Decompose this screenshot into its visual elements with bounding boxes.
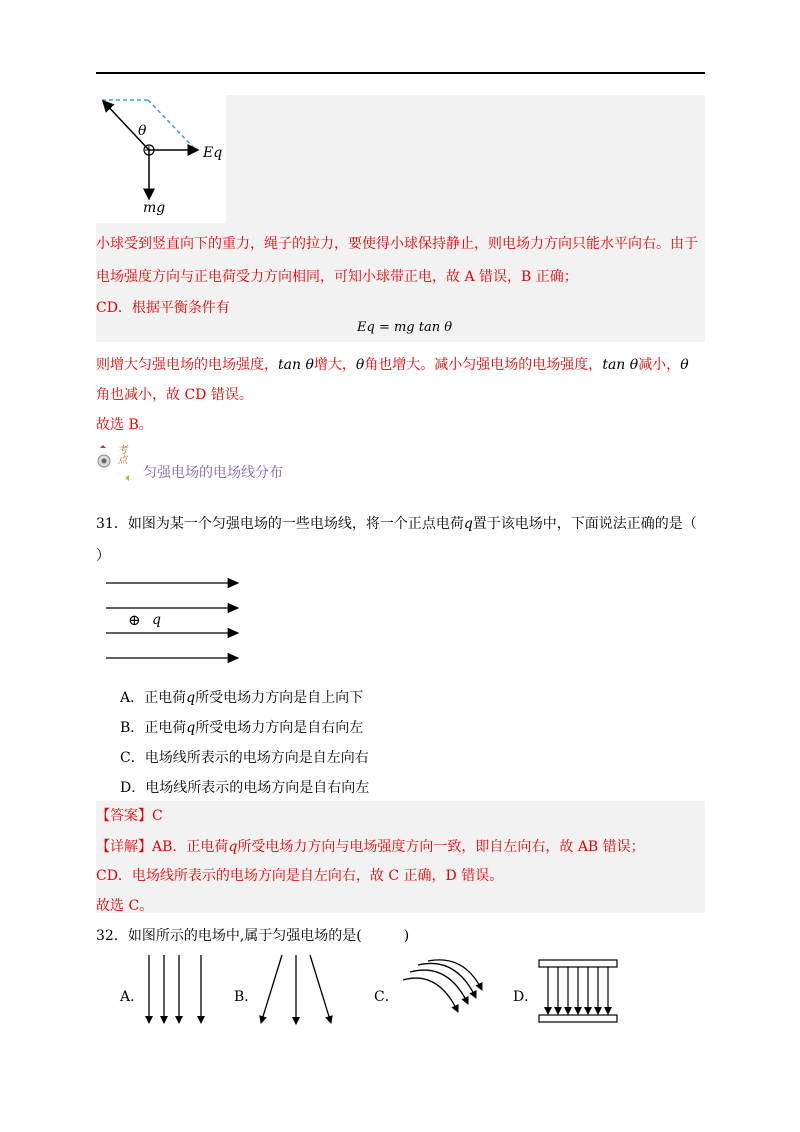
q31-answer: 【答案】C: [96, 808, 163, 824]
theta-2: θ: [680, 357, 689, 373]
solution-line-3: CD．根据平衡条件有: [96, 300, 230, 316]
detail-q: q: [228, 839, 238, 855]
angle-label: θ: [138, 123, 147, 139]
detail-part-a: 【详解】AB．正电荷: [96, 839, 229, 855]
solution-line-1: 小球受到竖直向下的重力，绳子的拉力，要使得小球保持静止，则电场力方向只能水平向右。由于: [96, 236, 698, 252]
field-lines-svg: [104, 574, 244, 666]
q32-label-a: A．: [120, 989, 145, 1005]
knowledge-point-title: 匀强电场的电场线分布: [143, 465, 283, 481]
q32-figure-a: [140, 953, 210, 1028]
q31-stem-b: 置于该电场中，下面说法正确的是（: [472, 516, 697, 532]
option-c-text: C．电场线所表示的电场方向是自左向右: [120, 750, 369, 766]
q31-detail-line-1: [96, 836, 645, 856]
option-a-q: q: [186, 690, 196, 706]
answer-highlight-block: [96, 801, 705, 913]
mg-label: mg: [143, 200, 166, 216]
q31-option-c[interactable]: [120, 747, 369, 767]
field-lines-figure: [104, 574, 244, 666]
tan-theta-1: tan θ: [278, 357, 314, 373]
q31-option-b[interactable]: [120, 717, 363, 737]
force-diagram: [96, 95, 226, 223]
q31-stem-line-1: [96, 513, 697, 533]
option-b-pre: B．正电荷: [120, 720, 187, 736]
q32-label-c: C．: [374, 989, 399, 1005]
detail-part-b: 所受电场力方向与电场强度方向一致，即自左向右，故 AB 错误；: [237, 839, 645, 855]
line4-part-a: 则增大匀强电场的电场强度，: [96, 357, 278, 373]
option-a-post: 所受电场力方向是自上向下: [195, 690, 364, 706]
q31-detail-line-2: CD．电场线所表示的电场方向是自左向右，故 C 正确，D 错误。: [96, 868, 504, 884]
solution-line-2: 电场强度方向与正电荷受力方向相同，可知小球带正电，故 A 错误，B 正确；: [96, 269, 578, 285]
q32-label-d: D．: [513, 989, 539, 1005]
line4-part-g: 减小，: [638, 357, 681, 373]
tan-theta-2: tan θ: [602, 357, 639, 373]
knowledge-point-icon: [95, 442, 135, 482]
eq-label: Eq: [203, 145, 223, 161]
q32-figure-d: [536, 957, 622, 1027]
dashed-diagonal-line: [148, 100, 196, 150]
option-b-q: q: [186, 720, 196, 736]
q31-stem-q: q: [463, 516, 473, 532]
charge-symbol: ⊕: [128, 611, 141, 629]
q31-stem-a: 31．如图为某一个匀强电场的一些电场线，将一个正点电荷: [96, 516, 464, 532]
charge-label: q: [152, 612, 161, 628]
q31-detail-line-3: 故选 C。: [96, 898, 154, 914]
q31-option-d[interactable]: [120, 777, 369, 797]
line4-part-e: 角也增大。减小匀强电场的电场强度，: [364, 357, 603, 373]
option-d-text: D．电场线所表示的电场方向是自右向左: [120, 780, 370, 796]
option-b-post: 所受电场力方向是自右向左: [195, 720, 364, 736]
header-rule: [96, 72, 705, 74]
q32-label-b: B．: [234, 989, 259, 1005]
solution-line-4: [96, 354, 689, 374]
knowledge-badge-text: 考点: [115, 444, 126, 464]
q32-figure-b: [255, 953, 335, 1028]
line4-part-c: 增大，: [313, 357, 356, 373]
equilibrium-formula: Eq = mg tan θ: [357, 320, 453, 335]
option-a-pre: A．正电荷: [120, 690, 187, 706]
q31-option-a[interactable]: [120, 687, 363, 707]
q32-stem: 32．如图所示的电场中,属于匀强电场的是( ): [96, 928, 410, 944]
q31-stem-line-2: ）: [96, 548, 110, 564]
q32-figure-c: [398, 958, 488, 1030]
solution-line-6: 故选 B。: [96, 417, 153, 433]
theta-1: θ: [355, 357, 365, 373]
solution-line-5: 角也减小，故 CD 错误。: [96, 387, 253, 403]
